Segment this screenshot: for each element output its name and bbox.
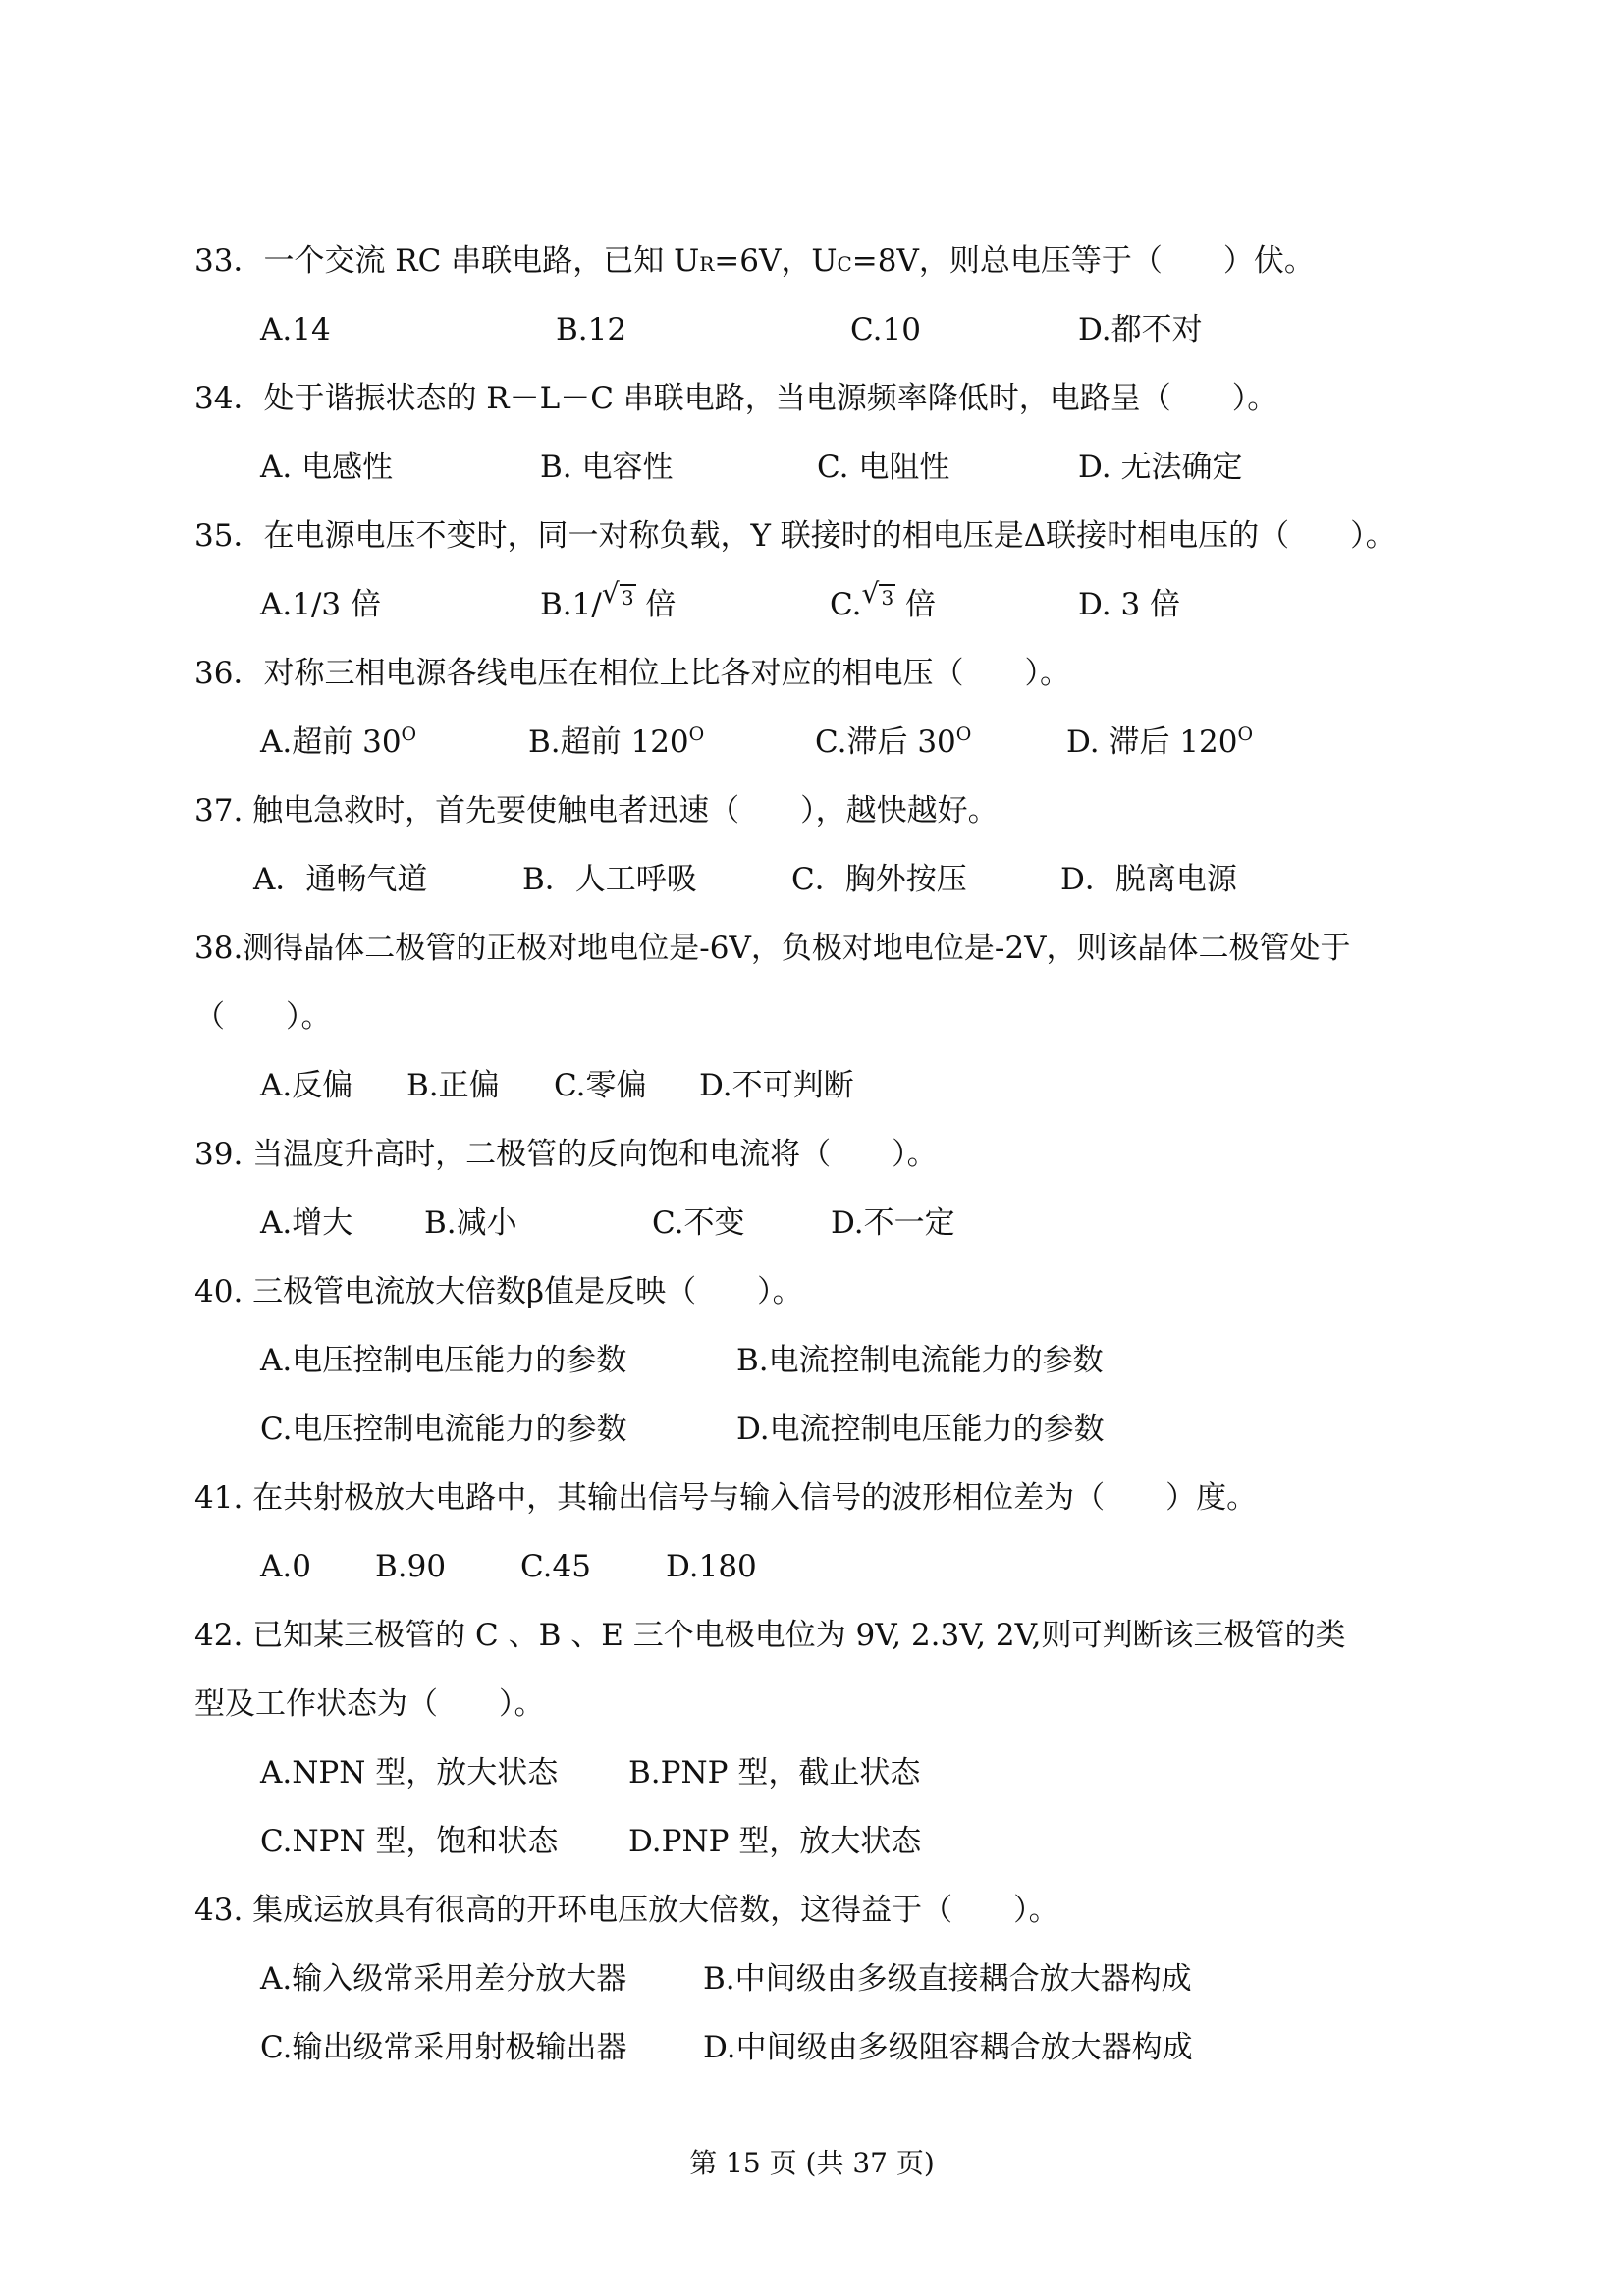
q34-option-b[interactable]: B. 电容性 <box>540 450 674 485</box>
q41-option-c[interactable]: C.45 <box>520 1549 591 1584</box>
question-37-stem: 37. 触电急救时，首先要使触电者迅速（ ），越快越好。 <box>194 793 999 828</box>
q40-option-a[interactable]: A.电压控制电压能力的参数 <box>260 1343 627 1378</box>
q37-option-d[interactable]: D．脱离电源 <box>1060 862 1237 897</box>
q37-option-b[interactable]: B．人工呼吸 <box>522 862 697 897</box>
degree-mark: O <box>1237 723 1254 745</box>
q35-option-c[interactable]: C.√ 3 倍 <box>830 585 936 624</box>
q36-option-c[interactable]: C.滞后 $30^O$ <box>815 723 972 760</box>
q43-option-d[interactable]: D.中间级由多级阻容耦合放大器构成 <box>703 2030 1193 2065</box>
question-40-stem: 40. 三极管电流放大倍数β值是反映（ ）。 <box>194 1274 803 1309</box>
question-42-stem-continued: 型及工作状态为（ ）。 <box>194 1686 545 1722</box>
degree-mark: O <box>688 723 705 745</box>
sqrt-symbol: √ 3 <box>620 584 636 610</box>
q38-option-c[interactable]: C.零偏 <box>554 1068 647 1103</box>
q34-option-d[interactable]: D. 无法确定 <box>1078 450 1243 485</box>
degree-mark: O <box>401 723 417 745</box>
q36-option-a[interactable]: A.超前 $30^O$ <box>260 723 417 760</box>
question-38-stem-continued: （ ）。 <box>194 999 332 1035</box>
q33-option-d[interactable]: D.都不对 <box>1078 312 1203 347</box>
q40-option-d[interactable]: D.电流控制电压能力的参数 <box>736 1412 1105 1447</box>
degree-mark: O <box>955 723 972 745</box>
q36-option-b[interactable]: B.超前 $120^O$ <box>528 723 705 760</box>
q43-option-a[interactable]: A.输入级常采用差分放大器 <box>260 1961 627 1997</box>
q33-option-a[interactable]: A.14 <box>260 312 331 347</box>
q35-option-a[interactable]: A.1/3 倍 <box>260 587 381 622</box>
q36-option-d[interactable]: D. 滞后 $120^O$ <box>1066 723 1254 760</box>
q39-option-d[interactable]: D.不一定 <box>831 1205 955 1241</box>
q43-option-b[interactable]: B.中间级由多级直接耦合放大器构成 <box>703 1961 1192 1997</box>
question-35-stem: 35．在电源电压不变时，同一对称负载，Y 联接时的相电压是Δ联接时相电压的（ ）。 <box>194 518 1396 554</box>
q42-option-a[interactable]: A.NPN 型，放大状态 <box>260 1755 559 1790</box>
q37-option-c[interactable]: C．胸外按压 <box>791 862 967 897</box>
question-39-stem: 39. 当温度升高时，二极管的反向饱和电流将（ ）。 <box>194 1137 938 1172</box>
page-footer: 第 15 页 (共 37 页) <box>689 2147 935 2179</box>
q33-option-b[interactable]: B.12 <box>556 312 627 347</box>
question-33-stem: 33．一个交流 RC 串联电路，已知 UR=6V，UC=8V，则总电压等于（ ）伏。 <box>194 243 1315 279</box>
q34-option-a[interactable]: A. 电感性 <box>260 450 394 485</box>
q39-option-a[interactable]: A.增大 <box>260 1205 353 1241</box>
q39-option-c[interactable]: C.不变 <box>652 1205 745 1241</box>
q43-option-c[interactable]: C.输出级常采用射极输出器 <box>260 2030 627 2065</box>
question-42-stem: 42. 已知某三极管的 C 、B 、E 三个电极电位为 9V, 2.3V, 2V,则可判断该三极管的类 <box>194 1618 1346 1653</box>
q35-option-b[interactable]: B.1/√ 3 倍 <box>540 585 676 624</box>
sqrt-symbol: √ 3 <box>879 584 895 610</box>
q40-option-c[interactable]: C.电压控制电流能力的参数 <box>260 1412 627 1447</box>
q42-option-d[interactable]: D.PNP 型，放大状态 <box>628 1824 922 1859</box>
q41-option-d[interactable]: D.180 <box>666 1549 757 1584</box>
question-41-stem: 41. 在共射极放大电路中，其输出信号与输入信号的波形相位差为（ ）度。 <box>194 1480 1258 1516</box>
q41-option-a[interactable]: A.0 <box>260 1549 311 1584</box>
question-43-stem: 43. 集成运放具有很高的开环电压放大倍数，这得益于（ ）。 <box>194 1893 1059 1928</box>
q35-option-d[interactable]: D. 3 倍 <box>1078 587 1181 622</box>
q38-option-d[interactable]: D.不可判断 <box>699 1068 854 1103</box>
q37-option-a[interactable]: A．通畅气道 <box>253 862 428 897</box>
question-34-stem: 34．处于谐振状态的 R－L－C 串联电路，当电源频率降低时，电路呈（ ）。 <box>194 381 1278 416</box>
q40-option-b[interactable]: B.电流控制电流能力的参数 <box>736 1343 1104 1378</box>
q33-option-c[interactable]: C.10 <box>850 312 921 347</box>
q34-option-c[interactable]: C. 电阻性 <box>817 450 950 485</box>
q39-option-b[interactable]: B.减小 <box>424 1205 517 1241</box>
question-38-stem: 38.测得晶体二极管的正极对地电位是-6V，负极对地电位是-2V，则该晶体二极管处于 <box>194 931 1351 966</box>
q42-option-b[interactable]: B.PNP 型，截止状态 <box>628 1755 921 1790</box>
q41-option-b[interactable]: B.90 <box>375 1549 447 1584</box>
q38-option-a[interactable]: A.反偏 <box>260 1068 353 1103</box>
q38-option-b[interactable]: B.正偏 <box>406 1068 500 1103</box>
q42-option-c[interactable]: C.NPN 型，饱和状态 <box>260 1824 559 1859</box>
question-36-stem: 36．对称三相电源各线电压在相位上比各对应的相电压（ ）。 <box>194 656 1070 691</box>
